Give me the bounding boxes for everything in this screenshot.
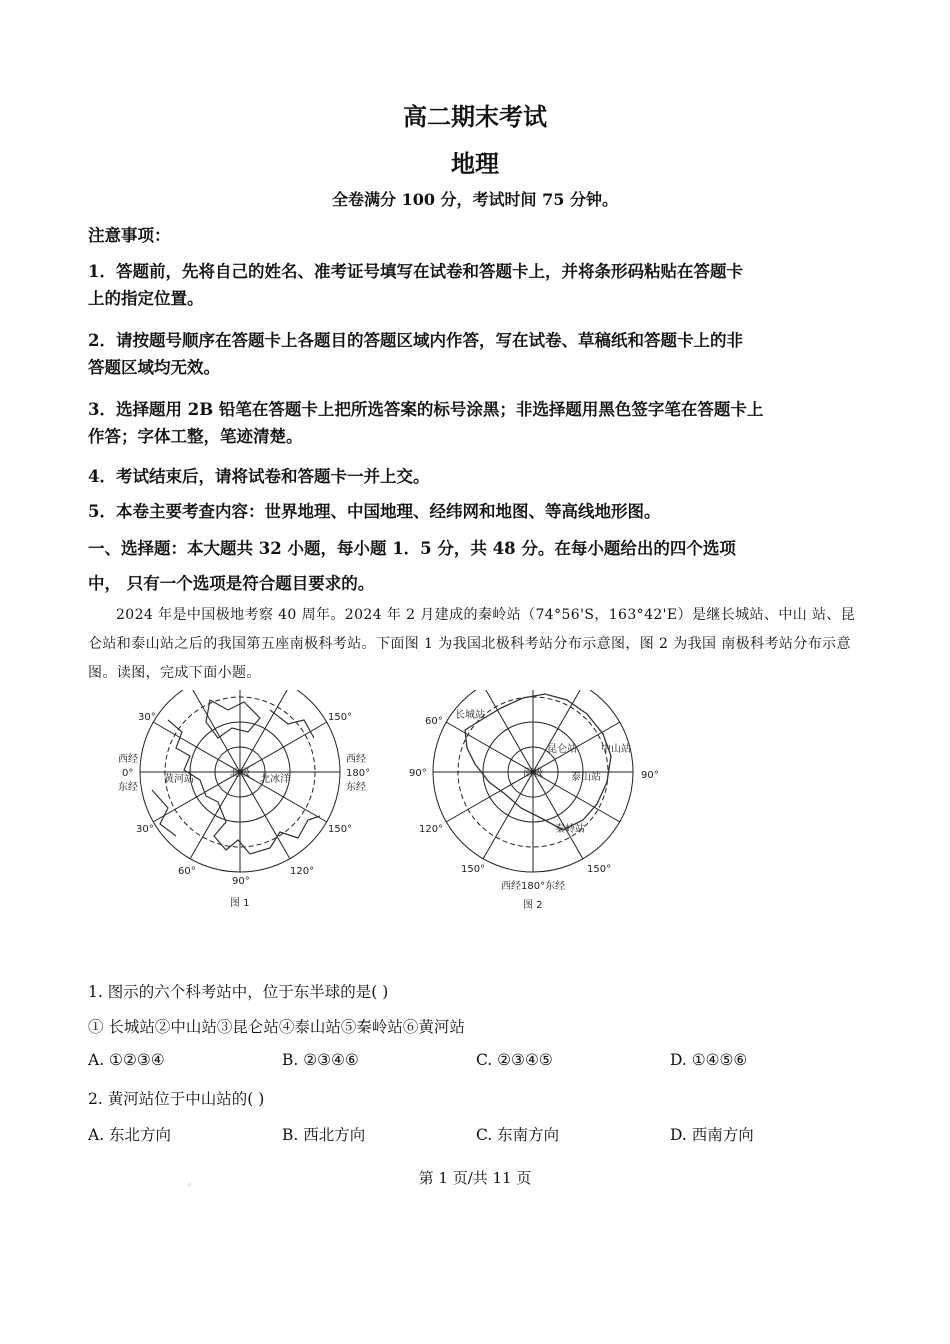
question-1-stem: 1. 图示的六个科考站中，位于东半球的是( ) <box>88 983 389 1001</box>
antarctic-coastline <box>465 694 611 830</box>
f2-label-120: 120° <box>419 824 444 835</box>
f2-south-pole: 南极 <box>523 768 543 779</box>
figure-1-caption: 图 1 <box>230 898 250 909</box>
q2-option-c[interactable]: C. 东南方向 <box>476 1126 560 1144</box>
f1-label-60: 60° <box>178 866 196 877</box>
f1-arctic-ocean: 北冰洋 <box>260 774 290 785</box>
f2-station-great-wall: 长城站 <box>455 710 485 721</box>
f2-label-90w: 90° <box>409 768 427 779</box>
f1-label-east: 东经 <box>118 782 138 793</box>
f1-label-180: 180° <box>346 768 371 779</box>
f1-label-east2: 东经 <box>346 782 366 793</box>
f1-north-pole: 北极 <box>230 768 250 779</box>
note-2-line-2: 答题区域均无效。 <box>88 358 220 377</box>
f1-label-30b: 30° <box>136 824 154 835</box>
f1-label-120: 120° <box>290 866 315 877</box>
exam-title: 高二期末考试 <box>403 102 547 131</box>
note-4: 4．考试结束后，请将试卷和答题卡一并上交。 <box>88 467 430 486</box>
antarctic-map-figure <box>405 690 670 920</box>
arctic-map-figure <box>110 690 380 920</box>
q1-option-b[interactable]: B. ②③④⑥ <box>282 1051 359 1069</box>
section-heading-line-1: 一、选择题：本大题共 32 小题，每小题 1．5 分，共 48 分。在每小题给出的四个选项 <box>88 539 736 558</box>
note-3-line-2: 作答；字体工整，笔迹清楚。 <box>88 427 303 446</box>
page-footer: 第 1 页/共 11 页 <box>418 1169 532 1187</box>
q2-option-a[interactable]: A. 东北方向 <box>88 1126 172 1144</box>
q1-option-a[interactable]: A. ①②③④ <box>88 1051 165 1069</box>
figure-2-caption: 图 2 <box>523 900 543 911</box>
q2-option-d[interactable]: D. 西南方向 <box>670 1126 754 1144</box>
f2-station-zhongshan: 中山站 <box>601 744 631 755</box>
q1-option-d[interactable]: D. ①④⑤⑥ <box>670 1051 748 1069</box>
f2-station-taishan: 泰山站 <box>571 772 601 783</box>
f2-bottom-label: 西经180°东经 <box>501 881 566 892</box>
f2-station-kunlun: 昆仑站 <box>547 744 577 755</box>
f1-label-west2: 西经 <box>346 754 366 765</box>
section-heading-line-2: 中， 只有一个选项是符合题目要求的。 <box>88 574 375 593</box>
f1-label-30: 30° <box>138 712 156 723</box>
f2-label-60: 60° <box>425 716 443 727</box>
f2-station-qinling: 秦岭站 <box>555 824 585 835</box>
f2-label-90e: 90° <box>641 770 659 781</box>
f1-label-150: 150° <box>328 712 353 723</box>
f1-label-150b: 150° <box>328 824 353 835</box>
note-2-line-1: 2．请按题号顺序在答题卡上各题目的答题区域内作答，写在试卷、草稿纸和答题卡上的非 <box>88 331 743 350</box>
f1-station-huanghe: 黄河站 <box>164 774 194 785</box>
note-1-line-2: 上的指定位置。 <box>88 289 204 308</box>
question-2-stem: 2. 黄河站位于中山站的( ) <box>88 1090 265 1108</box>
f1-label-west: 西经 <box>118 754 138 765</box>
q1-option-c[interactable]: C. ②③④⑤ <box>476 1051 553 1069</box>
f1-label-90: 90° <box>232 876 250 887</box>
note-1-line-1: 1．答题前，先将自己的姓名、准考证号填写在试卷和答题卡上，并将条形码粘贴在答题卡 <box>88 262 743 281</box>
subject-title: 地理 <box>451 149 499 178</box>
q2-option-b[interactable]: B. 西北方向 <box>282 1126 366 1144</box>
question-1-list: ① 长城站②中山站③昆仑站④泰山站⑤秦岭站⑥黄河站 <box>88 1018 465 1036</box>
note-5: 5．本卷主要考查内容：世界地理、中国地理、经纬网和地图、等高线地形图。 <box>88 502 661 521</box>
f2-label-150e: 150° <box>587 864 612 875</box>
reading-passage: 2024 年是中国极地考察 40 周年。2024 年 2 月建成的秦岭站（74°56'S，163°42'E）是继长城站、中山 站、昆仑站和泰山站之后的我国第五座南极科考站。下面图 1 为我国北极科考站分布示意图，图 2 为我国 南极科考站分布示意图。读图，完成下面小题。 <box>88 607 856 681</box>
notes-heading: 注意事项： <box>88 226 171 245</box>
f1-label-0: 0° <box>122 768 134 779</box>
f2-label-150: 150° <box>461 864 486 875</box>
exam-info: 全卷满分 100 分，考试时间 75 分钟。 <box>332 190 618 209</box>
footer-mark: 。 <box>188 1178 198 1188</box>
note-3-line-1: 3．选择题用 2B 铅笔在答题卡上把所选答案的标号涂黑；非选择题用黑色签字笔在答题卡上 <box>88 400 764 419</box>
